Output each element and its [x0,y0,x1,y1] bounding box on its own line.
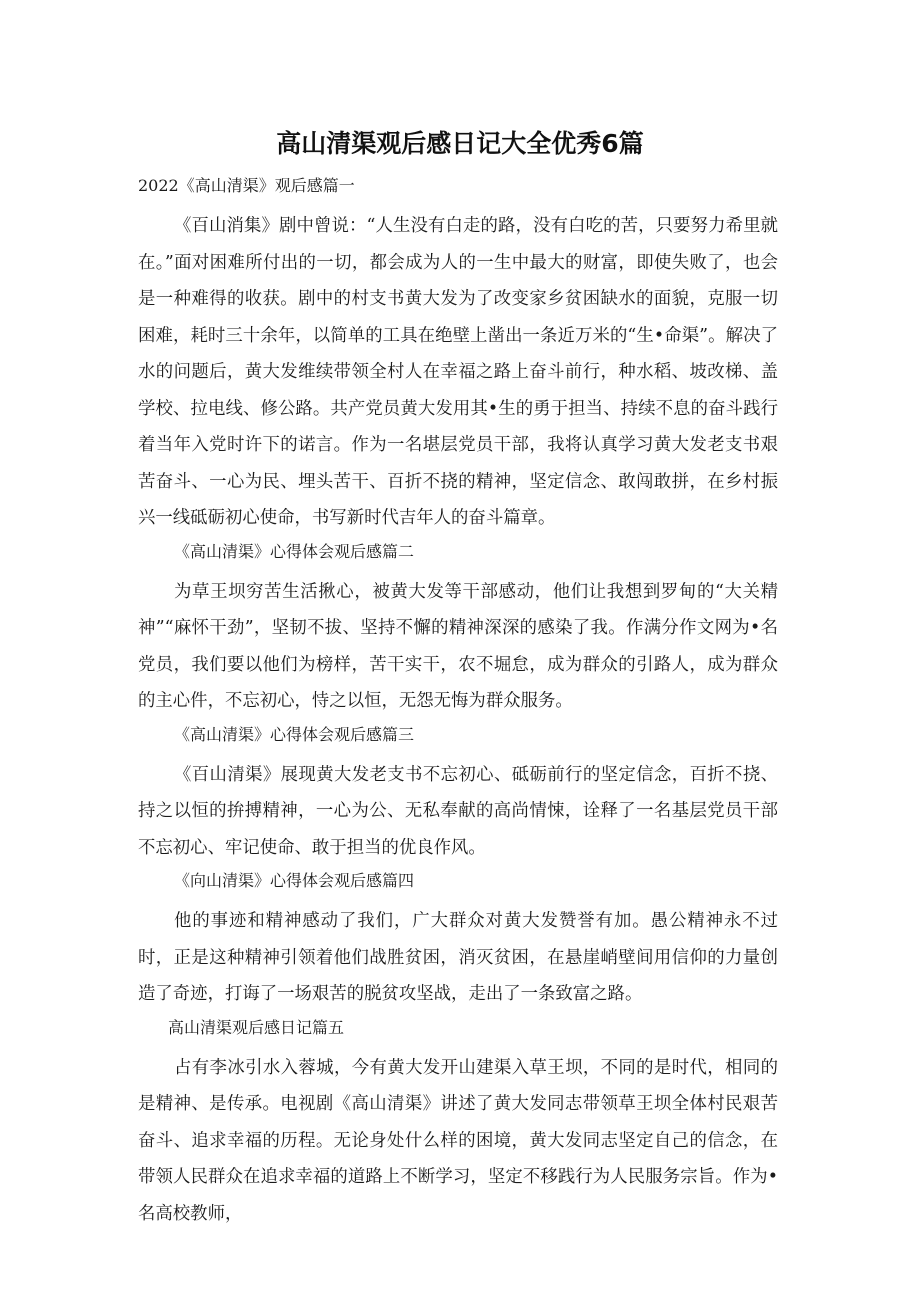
section-heading-5: 高山清渠观后感日记篇五 [168,1017,345,1037]
section-paragraph-1: 《百山消集》剧中曾说：“人生没有白走的路，没有白吃的苦，只要努力希里就在。”面对困难所付出的一切，都会成为人的一生中最大的财富，即使失败了，也会是一种难得的收获。剧中的村支书黄大发为了改变家乡贫困缺水的面貌，克服一切困难，耗时三十余年，以简单的工具在绝壁上凿出一条近万米的“生•命渠”。解决了水的问题后，黄大发维续带领全村人在幸福之路上奋斗前行，种水稻、坡改梯、盖学校、拉电线、修公路。共产党员黄大发用其•生的勇于担当、持续不息的奋斗践行着当年入党时许下的诺言。作为一名堪层党员干部，我将认真学习黄大发老支书艰苦奋斗、一心为民、埋头苦干、百折不挠的精神，坚定信念、敢闯敢拼，在乡村振兴一线砥砺初心使命，书写新时代吉年人的奋斗篇章。 [138,216,778,528]
section-paragraph-2: 为草王坝穷苦生活揪心，被黄大发等干部感动，他们让我想到罗甸的“大关精神”“麻怀干劲”，坚韧不拔、坚持不懈的精神深深的感染了我。作满分作文网为•名党员，我们要以他们为榜样，苦干实干，农不堀怠，成为群众的引路人，成为群众的主心件，不忘初心，恃之以恒，无怨无悔为群众服务。 [138,581,778,711]
section-heading-2: 《高山清渠》心得体会观后感篇二 [174,541,415,561]
section-heading-4: 《向山清渠》心得体会观后感篇四 [174,871,415,890]
section-paragraph-5: 占有李冰引水入蓉城，今有黄大发开山建渠入草王坝，不同的是时代，相同的是精神、是传承。电视剧《高山清渠》讲述了黄大发同志带领草王坝全体村民艰苦奋斗、追求幸福的历程。无论身处什么样的困境，黄大发同志坚定自己的信念，在带领人民群众在追求幸福的道路上不断学习，坚定不移践行为人民服务宗旨。作为•名高校教师， [138,1057,778,1224]
section-heading-1: 2022《高山清渠》观后感篇一 [138,176,355,195]
section-heading-3: 《高山清渠》心得体会观后感篇三 [174,724,415,744]
section-paragraph-3: 《百山清渠》展现黄大发老支书不忘初心、砥砺前行的坚定信念，百折不挠、持之以恒的拚搏精神，一心为公、无私奉献的高尚情悚，诠释了一名基层党员干部不忘初心、牢记使命、敢于担当的优良作风。 [138,764,778,858]
section-paragraph-4: 他的事迹和精神感动了我们，广大群众对黄大发赞誉有加。愚公精神永不过时，正是这种精神引领着他们战胜贫困，消灭贫困，在悬崖峭壁间用信仰的力量创造了奇迹，打诲了一场艰苦的脱贫攻坚战，走出了一条致富之路。 [138,911,778,1004]
document-title: 高山清渠观后感日记大全优秀6篇 [276,129,644,158]
document-body [138,172,778,1233]
